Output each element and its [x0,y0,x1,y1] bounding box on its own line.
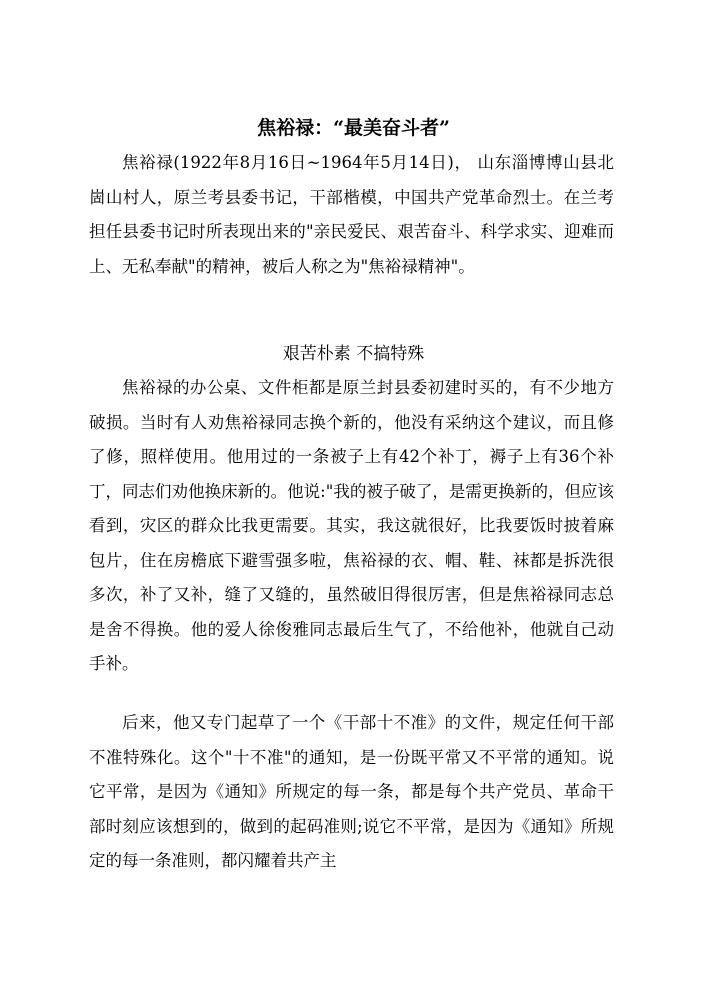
document-title: 焦裕禄：“最美奋斗者” [257,117,450,139]
section-paragraph-2: 后来，他又专门起草了一个《干部十不准》的文件，规定任何干部不准特殊化。这个"十不准"的通知，是一份既平常又不平常的通知。说它平常，是因为《通知》所规定的每一条，都是每个共产党员、革命干部时刻应该想到的，做到的起码准则;说它不平常，是因为《通知》所规定的每一条准则，都闪耀着共产主 [89,713,614,870]
section-heading: 艰苦朴素 不搞特殊 [282,344,425,364]
intro-paragraph: 焦裕禄(1922年8月16日~1964年5月14日)， 山东淄博博山县北崮山村人，原兰考县委书记，干部楷模，中国共产党革命烈士。在兰考担任县委书记时所表现出来的"亲民爱民、艰苦奋斗、科学求实、迎难而上、无私奉献"的精神，被后人称之为"焦裕禄精神"。 [89,153,614,276]
section-paragraph-1: 焦裕禄的办公桌、文件柜都是原兰封县委初建时买的，有不少地方破损。当时有人劝焦裕禄同志换个新的，他没有采纳这个建议，而且修了修，照样使用。他用过的一条被子上有42个补丁，褥子上有36个补丁，同志们劝他换床新的。他说:"我的被子破了，是需更换新的，但应该看到，灾区的群众比我更需要。其实，我这就很好，比我要饭时披着麻包片，住在房檐底下避雪强多啦，焦裕禄的衣、帽、鞋、袜都是拆洗很多次，补了又补，缝了又缝的，虽然破旧得很厉害，但是焦裕禄同志总是舍不得换。他的爱人徐俊雅同志最后生气了，不给他补，他就自己动手补。 [89,378,614,673]
